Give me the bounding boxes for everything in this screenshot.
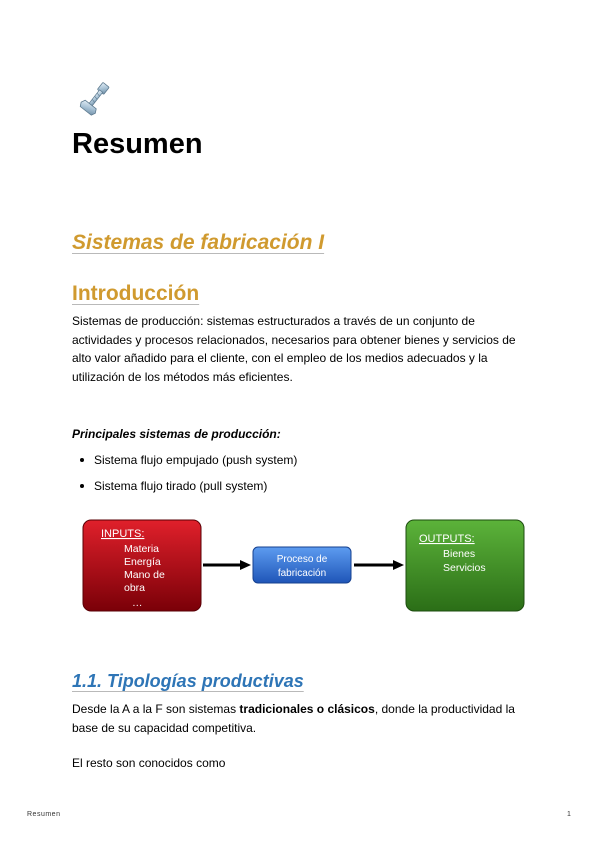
typologies-text: , donde la productividad la base de su capacidad competitiva. xyxy=(72,702,515,735)
typologies-text: Desde la A a la F son sistemas xyxy=(72,702,240,716)
inputs-item: Energía xyxy=(124,556,161,568)
arrow-right-icon xyxy=(203,560,251,570)
section-heading: Sistemas de fabricación I xyxy=(72,231,325,254)
page-title: Resumen xyxy=(72,128,203,160)
screw-nut-icon xyxy=(74,79,116,119)
outputs-title: OUTPUTS: xyxy=(419,533,475,545)
inputs-title: INPUTS: xyxy=(101,528,145,540)
production-diagram xyxy=(82,518,526,614)
inputs-item: Mano de xyxy=(124,569,165,581)
subsection-heading: 1.1. Tipologías productivas xyxy=(72,671,304,691)
footer-label: Resumen xyxy=(27,811,61,818)
page-number: 1 xyxy=(567,811,571,818)
inputs-item: … xyxy=(132,597,143,609)
process-label: fabricación xyxy=(277,568,327,579)
principal-systems-label: Principales sistemas de producción: xyxy=(72,427,281,441)
inputs-item: Materia xyxy=(124,543,160,555)
intro-paragraph: Sistemas de producción: sistemas estructurados a través de un conjunto de actividades y procesos relacionados, necesarios para obtener bienes y servicios de alto valor añadido para el cliente, con el empleo de los medios adecuados y la utilización de los métodos más eficientes. xyxy=(72,314,516,384)
rest-paragraph: El resto son conocidos como xyxy=(72,756,226,770)
outputs-item: Bienes xyxy=(443,548,476,560)
inputs-item: obra xyxy=(124,582,146,594)
systems-list xyxy=(72,451,297,503)
arrow-right-icon xyxy=(354,560,404,570)
list-item: Sistema flujo tirado (pull system) xyxy=(72,477,297,503)
intro-heading: Introducción xyxy=(72,282,200,305)
typologies-paragraph xyxy=(72,700,532,737)
list-item: Sistema flujo empujado (push system) xyxy=(72,451,297,477)
process-label: Proceso de xyxy=(276,554,328,565)
typologies-bold-text: tradicionales o clásicos xyxy=(239,702,375,716)
outputs-item: Servicios xyxy=(443,562,486,574)
